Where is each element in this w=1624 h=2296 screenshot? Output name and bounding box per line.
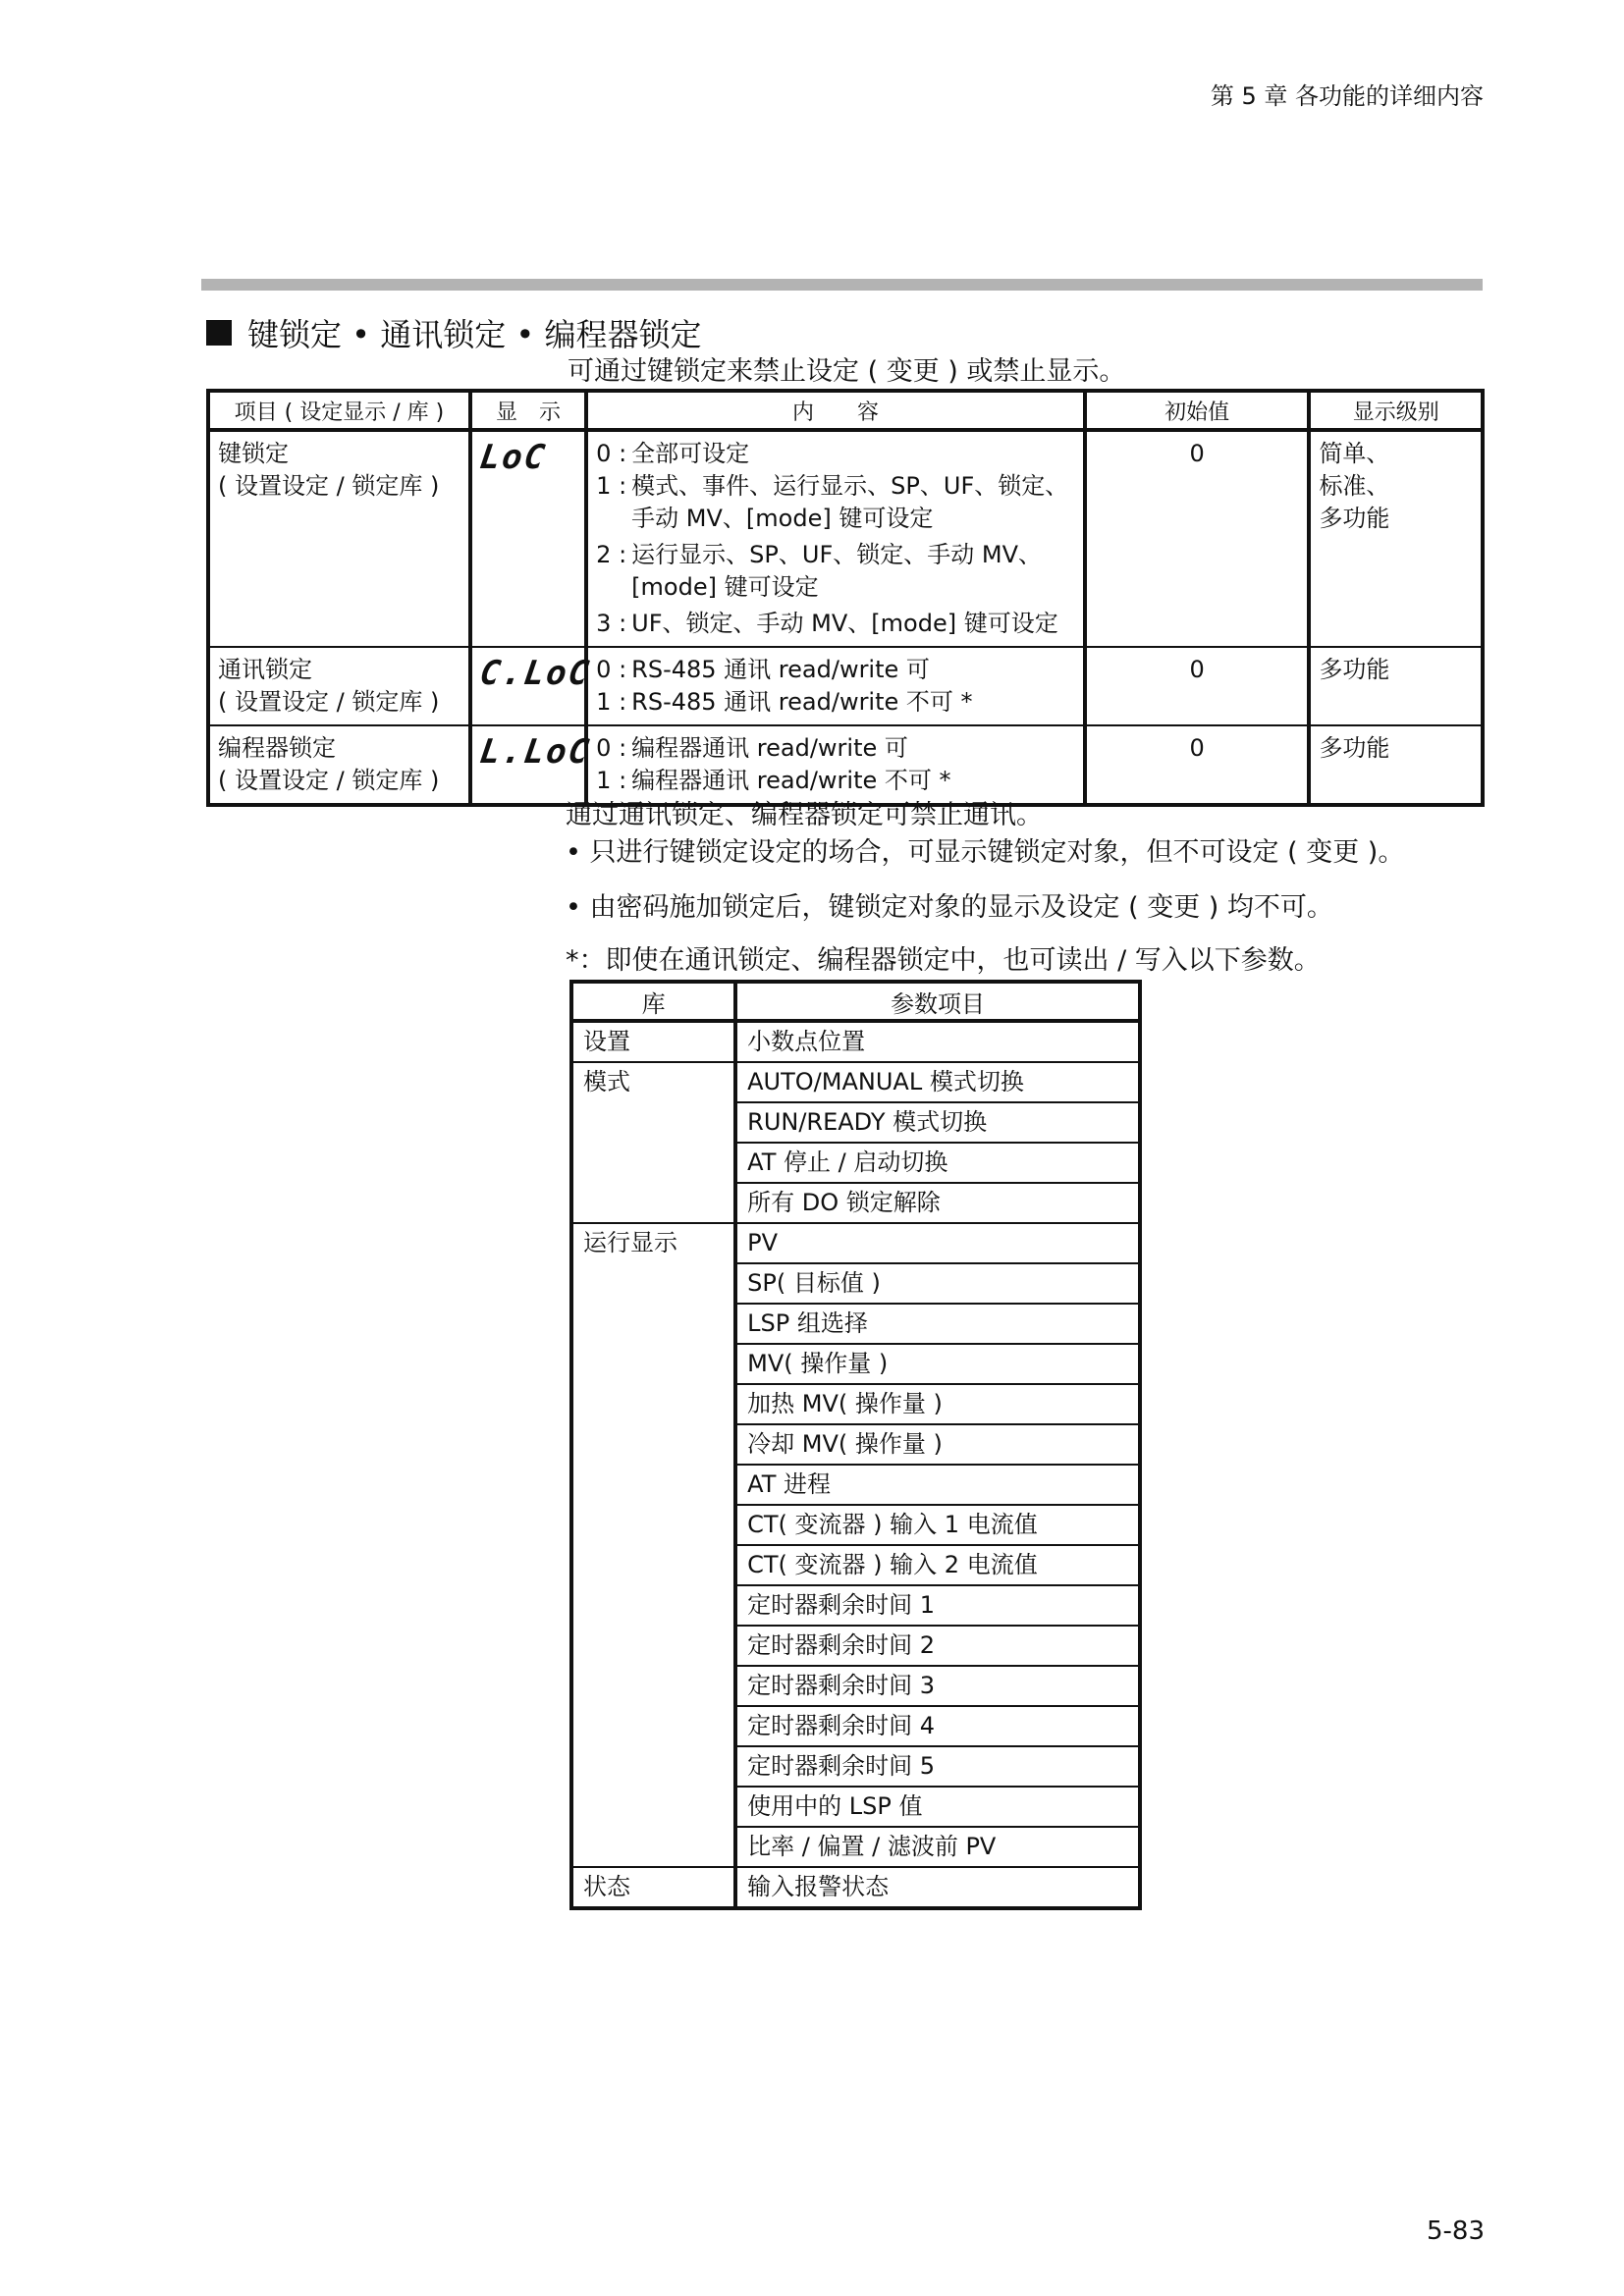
item-sub: ( 设置设定 / 锁定库 ) xyxy=(218,688,440,716)
content-line: 3 : UF、锁定、手动 MV、[mode] 键可设定 xyxy=(596,610,1058,637)
display-cell xyxy=(470,430,586,647)
section-divider xyxy=(201,279,1483,291)
parameter-cell: 加热 MV( 操作量 ) xyxy=(735,1384,1140,1424)
note-key-lock: • 只进行键锁定设定的场合，可显示键锁定对象，但不可设定 ( 变更 )。 xyxy=(566,837,1405,868)
parameter-cell: 使用中的 LSP 值 xyxy=(735,1787,1140,1827)
content-line: 1 : 编程器通讯 read/write 不可 * xyxy=(596,767,951,794)
initial-value: 0 xyxy=(1085,725,1310,805)
table-header-row xyxy=(208,391,1483,430)
parameter-cell: LSP 组选择 xyxy=(735,1304,1140,1344)
lock-settings-table xyxy=(206,389,1485,807)
header-display: 显 示 xyxy=(470,391,586,430)
content-cell xyxy=(586,647,1085,725)
header-parameter: 参数项目 xyxy=(735,982,1140,1021)
header-initial: 初始值 xyxy=(1085,391,1310,430)
parameter-cell: 所有 DO 锁定解除 xyxy=(735,1183,1140,1223)
header-content: 内 容 xyxy=(586,391,1085,430)
item-cell xyxy=(208,430,470,647)
display-cell xyxy=(470,647,593,725)
content-cell xyxy=(586,430,1085,647)
parameter-cell: PV xyxy=(735,1223,1140,1263)
note-asterisk: *：即使在通讯锁定、编程器锁定中，也可读出 / 写入以下参数。 xyxy=(566,945,1321,976)
table-row xyxy=(571,1021,1140,1062)
chapter-header: 第 5 章 各功能的详细内容 xyxy=(1210,82,1484,110)
content-line: 2 : 运行显示、SP、UF、锁定、手动 MV、[mode] 键可设定 xyxy=(596,541,1043,601)
parameter-cell: CT( 变流器 ) 输入 2 电流值 xyxy=(735,1545,1140,1585)
content-line: 1 : 模式、事件、运行显示、SP、UF、锁定、手动 MV、[mode] 键可设定 xyxy=(596,472,1069,532)
parameter-cell: AT 进程 xyxy=(735,1465,1140,1505)
content-line: 0 : 全部可设定 xyxy=(596,440,750,467)
segment-display: L.LoC xyxy=(477,732,593,772)
table-row xyxy=(571,1867,1140,1908)
item-name: 通讯锁定 xyxy=(218,656,312,683)
parameter-cell: AUTO/MANUAL 模式切换 xyxy=(735,1062,1140,1102)
parameter-table xyxy=(569,980,1142,1910)
level-cell: 多功能 xyxy=(1309,647,1483,725)
parameter-cell: 输入报警状态 xyxy=(747,1873,890,1900)
item-cell xyxy=(208,725,470,805)
table-header-row xyxy=(571,982,1140,1021)
parameter-cell: 定时器剩余时间 1 xyxy=(735,1585,1140,1626)
table-row xyxy=(208,430,1483,647)
parameter-cell: RUN/READY 模式切换 xyxy=(735,1102,1140,1143)
content-line: 1 : RS-485 通讯 read/write 不可 * xyxy=(596,688,973,716)
item-sub: ( 设置设定 / 锁定库 ) xyxy=(218,767,440,794)
parameter-cell: 定时器剩余时间 3 xyxy=(735,1666,1140,1706)
library-cell: 模式 xyxy=(571,1062,735,1223)
parameter-cell: CT( 变流器 ) 输入 1 电流值 xyxy=(735,1505,1140,1545)
item-name: 键锁定 xyxy=(218,440,289,467)
parameter-cell: 冷却 MV( 操作量 ) xyxy=(735,1424,1140,1465)
content-line: 0 : 编程器通讯 read/write 可 xyxy=(596,734,908,762)
item-cell xyxy=(208,647,470,725)
item-name: 编程器锁定 xyxy=(218,734,336,762)
table-row xyxy=(571,1223,1140,1263)
parameter-cell: 小数点位置 xyxy=(735,1021,1140,1062)
library-cell: 设置 xyxy=(571,1021,735,1062)
page-number: 5-83 xyxy=(1426,2216,1485,2246)
library-cell: 状态 xyxy=(571,1867,735,1908)
level-cell: 多功能 xyxy=(1309,725,1483,805)
segment-display: LoC xyxy=(477,438,550,477)
table-row xyxy=(208,647,1483,725)
segment-display: C.LoC xyxy=(477,654,593,693)
item-sub: ( 设置设定 / 锁定库 ) xyxy=(218,472,440,500)
header-library: 库 xyxy=(571,982,735,1021)
square-bullet-icon xyxy=(206,320,232,346)
section-title-text: 键锁定 • 通讯锁定 • 编程器锁定 xyxy=(247,316,702,353)
parameter-cell: AT 停止 / 启动切换 xyxy=(735,1143,1140,1183)
initial-value: 0 xyxy=(1085,647,1310,725)
note-comm-lock: 通过通讯锁定、编程器锁定可禁止通讯。 xyxy=(566,800,1043,830)
parameter-cell: 定时器剩余时间 2 xyxy=(735,1626,1140,1666)
content-line: 0 : RS-485 通讯 read/write 可 xyxy=(596,656,930,683)
parameter-cell: 定时器剩余时间 5 xyxy=(735,1746,1140,1787)
header-item: 项目 ( 设定显示 / 库 ) xyxy=(208,391,470,430)
header-level: 显示级别 xyxy=(1309,391,1483,430)
parameter-cell: MV( 操作量 ) xyxy=(735,1344,1140,1384)
table-row xyxy=(571,1062,1140,1102)
parameter-cell: 定时器剩余时间 4 xyxy=(735,1706,1140,1746)
parameter-cell: SP( 目标值 ) xyxy=(735,1263,1140,1304)
parameter-cell: 比率 / 偏置 / 滤波前 PV xyxy=(735,1827,1140,1867)
library-cell: 运行显示 xyxy=(571,1223,735,1867)
level-cell: 简单、 标准、 多功能 xyxy=(1309,430,1483,647)
note-password: • 由密码施加锁定后，键锁定对象的显示及设定 ( 变更 ) 均不可。 xyxy=(566,892,1333,923)
initial-value: 0 xyxy=(1085,430,1310,647)
intro-text: 可通过键锁定来禁止设定 ( 变更 ) 或禁止显示。 xyxy=(568,356,1126,387)
